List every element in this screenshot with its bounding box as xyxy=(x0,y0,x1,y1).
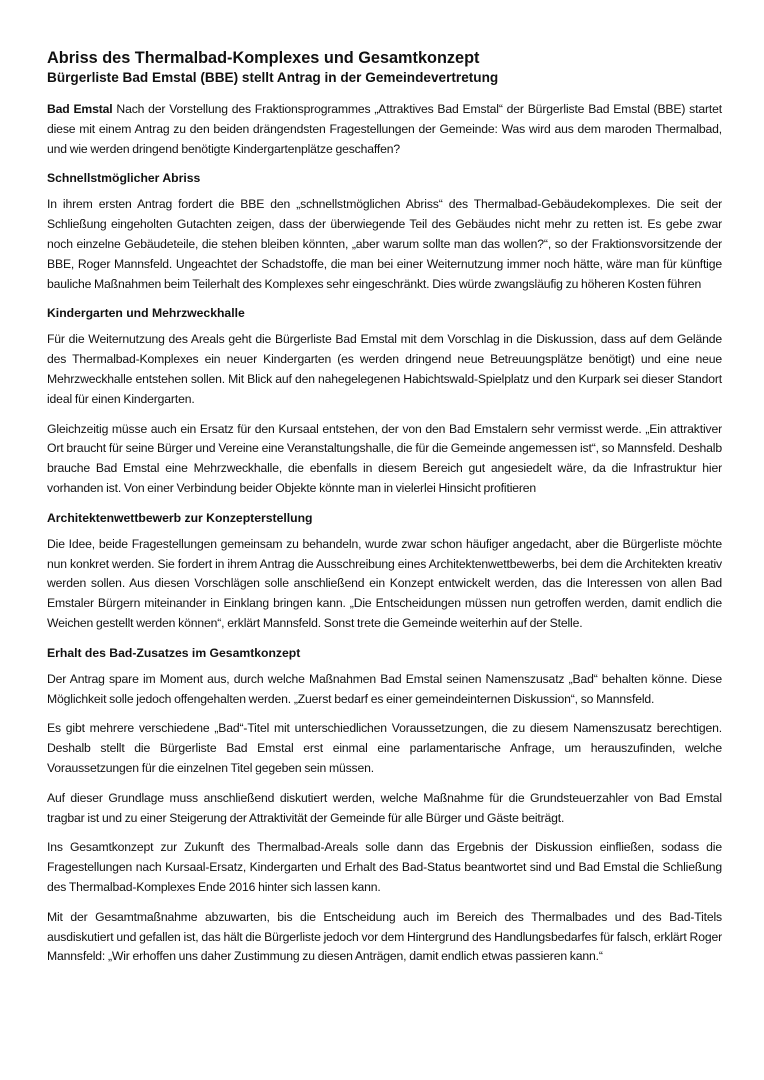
section-paragraph: Für die Weiternutzung des Areals geht die Bürgerliste Bad Emstal mit dem Vorschlag in die Diskussion, dass auf dem Gelände des Thermalbad-Komplexes ein neuer Kindergarten (es werden dringend neue Betreuungsplätze benötigt) und eine neue Mehrzweckhalle entstehen sollen. Mit Blick auf den nahegelegenen Habichtswald-Spielplatz und den Kurpark sei dieser Standort ideal für einen Kindergarten. xyxy=(47,332,722,406)
intro-text: Nach der Vorstellung des Fraktionsprogrammes „Attraktives Bad Emstal“ der Bürgerliste Bad Emstal (BBE) startet diese mit einem Antrag zu den beiden drängendsten Fragestellungen der Gemeinde: Was wird aus dem maroden Thermalbad, und wie werden dringend benötigte Kindergartenplätze geschaffen? xyxy=(47,102,722,156)
section-paragraph: Gleichzeitig müsse auch ein Ersatz für den Kursaal entstehen, der von den Bad Emstalern sehr vermisst werde. „Ein attraktiver Ort braucht für seine Bürger und Vereine eine Veranstaltungshalle, die für die Gemeinde angemessen ist“, so Mannsfeld. Deshalb brauche Bad Emstal eine Mehrzweckhalle, die ebenfalls in diesem Bereich gut angesiedelt wäre, da die Infrastruktur hier vorhanden ist. Von einer Verbindung beider Objekte könnte man in vielerlei Hinsicht profitieren xyxy=(47,421,722,495)
section-architektenwettbewerb xyxy=(47,509,722,634)
section-heading: Erhalt des Bad-Zusatzes im Gesamtkonzept xyxy=(47,645,301,660)
section-paragraph: Mit der Gesamtmaßnahme abzuwarten, bis die Entscheidung auch im Bereich des Thermalbades und des Bad-Titels ausdiskutiert und gefallen ist, das hält die Bürgerliste jedoch vor dem Hintergrund des Handlungsbedarfes für falsch, erklärt Roger Mannsfeld: „Wir erhoffen uns daher Zustimmung zu diesen Anträgen, damit endlich etwas passieren kann.“ xyxy=(47,909,722,964)
document-page xyxy=(47,48,722,977)
page-title: Abriss des Thermalbad-Komplexes und Gesamtkonzept xyxy=(47,49,480,67)
page-subtitle: Bürgerliste Bad Emstal (BBE) stellt Antrag in der Gemeindevertretung xyxy=(47,70,499,85)
section-paragraph: In ihrem ersten Antrag fordert die BBE den „schnellstmöglichen Abriss“ des Thermalbad-Gebäudekomplexes. Die seit der Schließung eingeholten Gutachten zeigen, dass der überwiegende Teil des Gebäudes nicht mehr zu retten ist. Es gebe zwar noch einzelne Gebäudeteile, die stehen bleiben könnten, „aber warum sollte man das wollen?“, so der Fraktionsvorsitzende der BBE, Roger Mannsfeld. Ungeachtet der Schadstoffe, die man bei einer Weiternutzung immer noch hätte, wäre man für künftige bauliche Maßnahmen beim Teilerhalt des Komplexes sehr eingeschränkt. Dies würde zwangsläufig zu höheren Kosten führen xyxy=(47,197,722,291)
section-heading: Kindergarten und Mehrzweckhalle xyxy=(47,306,245,321)
section-paragraph: Es gibt mehrere verschiedene „Bad“-Titel mit unterschiedlichen Voraussetzungen, die zu diesem Namenszusatz berechtigen. Deshalb stellt die Bürgerliste Bad Emstal erst einmal eine parlamentarische Anfrage, um herauszufinden, welche Voraussetzungen für die einzelnen Titel gegeben sein müssen. xyxy=(47,721,722,775)
section-heading: Schnellstmöglicher Abriss xyxy=(47,171,201,186)
intro-paragraph xyxy=(47,100,722,159)
section-kindergarten-mehrzweckhalle xyxy=(47,304,722,498)
section-paragraph: Auf dieser Grundlage muss anschließend diskutiert werden, welche Maßnahme für die Grundsteuerzahler von Bad Emstal tragbar ist und zu einer Steigerung der Attraktivität der Gemeinde für alle Bürger und Gäste beiträgt. xyxy=(47,790,722,825)
intro-lead: Bad Emstal xyxy=(47,102,113,116)
section-schnellstmoeglicher-abriss xyxy=(47,169,722,294)
section-erhalt-bad-zusatz xyxy=(47,644,722,967)
section-heading: Architektenwettbewerb zur Konzepterstellung xyxy=(47,510,313,525)
section-paragraph: Die Idee, beide Fragestellungen gemeinsam zu behandeln, wurde zwar schon häufiger angedacht, aber die Bürgerliste möchte nun konkret werden. Sie fordert in ihrem Antrag die Ausschreibung eines Architektenwettbewerbs, bei dem die Architekten kreativ werden sollen. Aus diesen Vorschlägen solle anschließend ein Konzept entwickelt werden, das die Interessen von allen Bad Emstaler Bürgern miteinander in Einklang bringen kann. „Die Entscheidungen müssen nun getroffen werden, damit endlich die Weichen gestellt werden können“, erklärt Mannsfeld. Sonst trete die Gemeinde weiterhin auf der Stelle. xyxy=(47,536,722,630)
section-paragraph: Ins Gesamtkonzept zur Zukunft des Thermalbad-Areals solle dann das Ergebnis der Diskussion einfließen, sodass die Fragestellungen nach Kursaal-Ersatz, Kindergarten und Erhalt des Bad-Status beantwortet sind und Bad Emstal die Schließung des Thermalbad-Komplexes Ende 2016 hinter sich lassen kann. xyxy=(47,840,722,894)
section-paragraph: Der Antrag spare im Moment aus, durch welche Maßnahmen Bad Emstal seinen Namenszusatz „Bad“ behalten könne. Diese Möglichkeit solle jedoch offengehalten werden. „Zuerst bedarf es einer gemeindeinternen Diskussion“, so Mannsfeld. xyxy=(47,671,722,706)
